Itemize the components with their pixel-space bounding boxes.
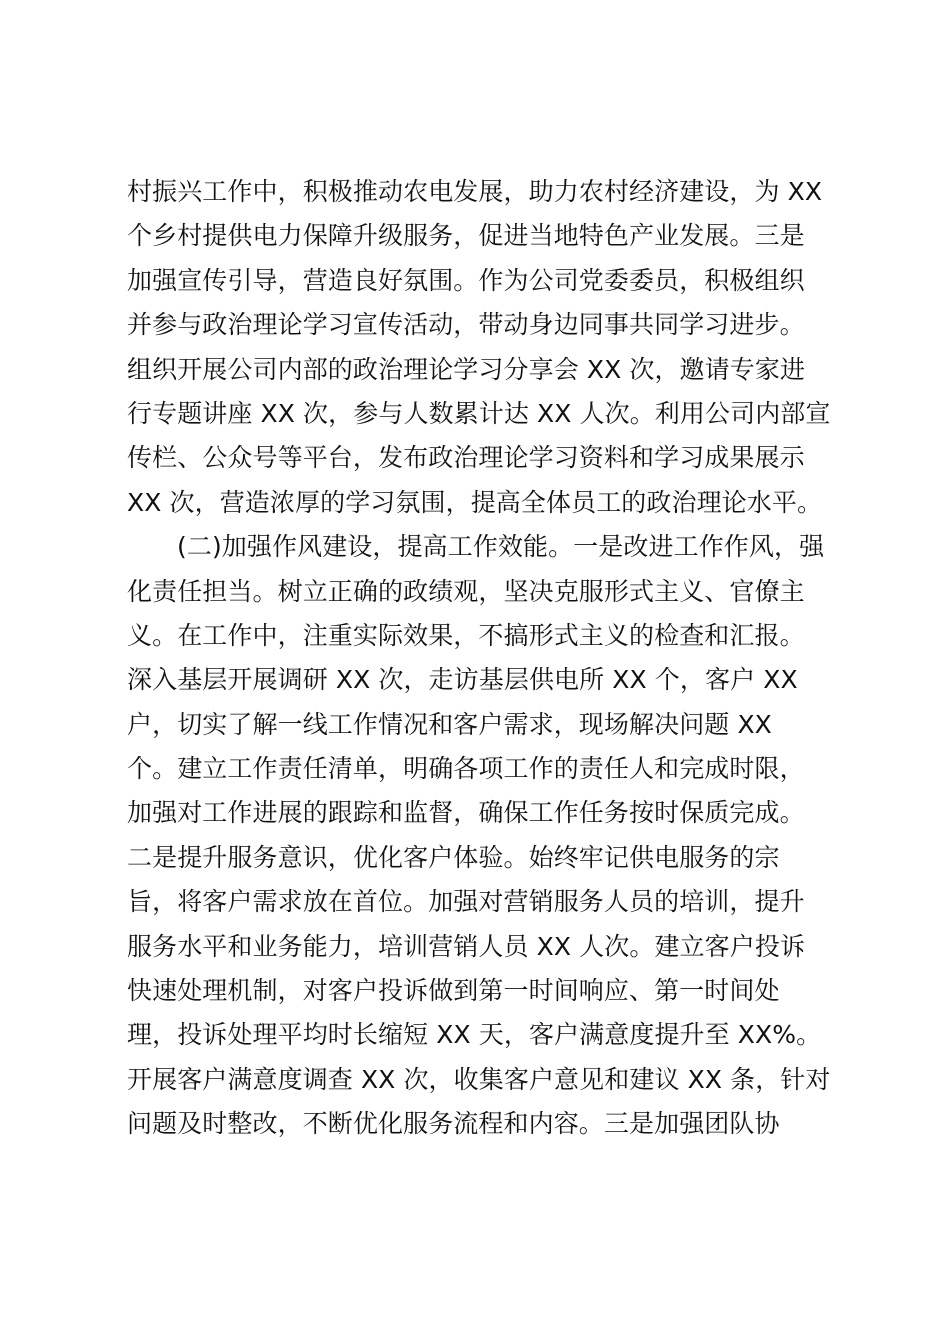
text-line: 行专题讲座 XX 次，参与人数累计达 XX 人次。利用公司内部宣 [127,398,831,428]
text-line: 服务水平和业务能力，培训营销人员 XX 人次。建立客户投诉 [127,931,806,961]
text-line: 村振兴工作中，积极推动农电发展，助力农村经济建设，为 XX [127,177,823,206]
text-line: XX 次，营造浓厚的学习氛围，提高全体员工的政治理论水平。 [127,487,823,517]
section-heading-line: (二)加强作风建设，提高工作效能。一是改进工作作风，强 [177,532,825,562]
text-line: 旨，将客户需求放在首位。加强对营销服务人员的培训，提升 [127,887,805,917]
text-line: 加强宣传引导，营造良好氛围。作为公司党委委员，积极组织 [127,265,805,295]
text-line: 加强对工作进展的跟踪和监督，确保工作任务按时保质完成。 [127,798,805,828]
text-line: 问题及时整改，不断优化服务流程和内容。三是加强团队协 [127,1109,780,1139]
text-line: 传栏、公众号等平台，发布政治理论学习资料和学习成果展示 [127,443,805,473]
text-line: 快速处理机制，对客户投诉做到第一时间响应、第一时间处 [127,976,780,1006]
text-line: 深入基层开展调研 XX 次，走访基层供电所 XX 个，客户 XX [127,665,798,695]
text-line: 理，投诉处理平均时长缩短 XX 天，客户满意度提升至 XX%。 [127,1020,822,1050]
text-line: 化责任担当。树立正确的政绩观，坚决克服形式主义、官僚主 [127,576,805,606]
text-line: 二是提升服务意识，优化客户体验。始终牢记供电服务的宗 [127,842,780,872]
text-line: 个。建立工作责任清单，明确各项工作的责任人和完成时限， [127,754,805,784]
text-line: 组织开展公司内部的政治理论学习分享会 XX 次，邀请专家进 [127,354,806,384]
text-line: 户，切实了解一线工作情况和客户需求，现场解决问题 XX [127,709,772,739]
text-line: 义。在工作中，注重实际效果，不搞形式主义的检查和汇报。 [127,620,805,650]
text-line: 个乡村提供电力保障升级服务，促进当地特色产业发展。三是 [127,221,805,251]
text-line: 并参与政治理论学习宣传活动，带动身边同事共同学习进步。 [127,310,805,340]
body-text [127,170,847,1147]
text-line: 开展客户满意度调查 XX 次，收集客户意见和建议 XX 条，针对 [127,1064,831,1094]
